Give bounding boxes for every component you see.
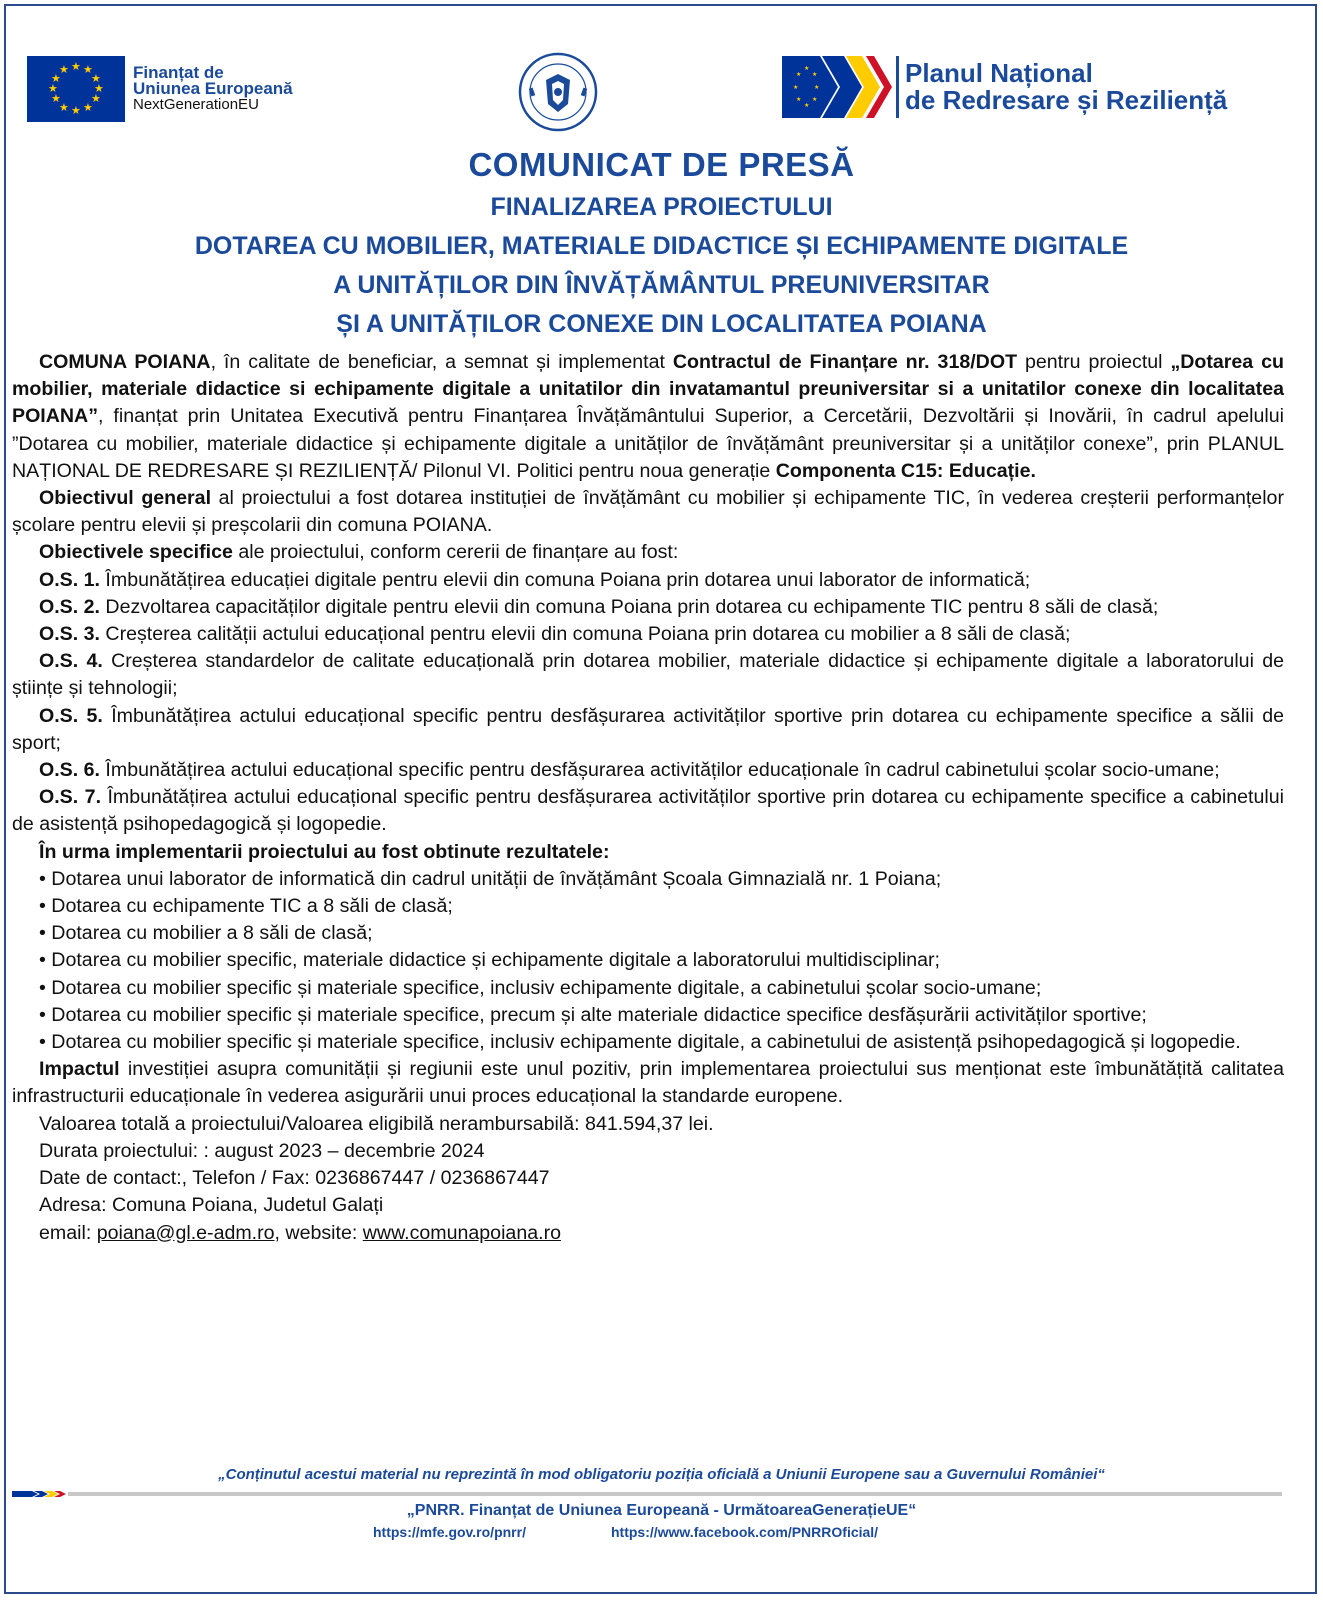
specific-objective-item	[12, 567, 1284, 594]
email-label: email:	[39, 1221, 97, 1244]
press-release-body	[12, 349, 1284, 1247]
os-label: O.S. 7.	[39, 786, 102, 809]
impact-text: investiției asupra comunității și regiunii este unul pozitiv, prin implementarea proiectului sus menționat este îmbunătățită calitatea infrastructurii educaționale în vederea asigurării unui proces educațional la standarde europene.	[12, 1058, 1284, 1108]
os-label: O.S. 6.	[39, 759, 100, 782]
contact-address: Adresa: Comuna Poiana, Judetul Galați	[39, 1194, 384, 1217]
pnrr-logo	[782, 56, 1227, 118]
intro-text-3: , finanțat prin Unitatea Executivă pentru Finanțarea Învățământului Superior, a Cercetării, Dezvoltării și Inovării, în cadrul apelului ”Dotarea cu mobilier, materiale didactice și echipamente digitale a unităților de învățământ preuniversitar și a unităților conexe”, prin PLANUL NAȚIONAL DE REDRESARE ȘI REZILIENȚĂ/ Pilonul VI. Politici pentru noua generație	[12, 405, 1284, 482]
general-objective-paragraph	[12, 485, 1284, 539]
specific-objective-item	[12, 757, 1284, 784]
beneficiary-name: COMUNA POIANA	[39, 351, 211, 373]
svg-text:★: ★	[814, 85, 820, 91]
contract-number: Contractul de Finanțare nr. 318/DOT	[672, 351, 1018, 373]
eu-flag-icon: ★ ★ ★ ★ ★ ★ ★ ★ ★ ★ ★ ★	[27, 56, 125, 122]
svg-text:★: ★	[804, 66, 810, 72]
svg-text:★: ★	[793, 85, 799, 91]
subtitle-line3: A UNITĂȚILOR DIN ÎNVĂȚĂMÂNTUL PREUNIVERSITAR	[333, 271, 990, 299]
os-text: Dezvoltarea capacităților digitale pentru elevii din comuna Poiana prin dotarea cu echipamente TIC pentru 8 săli de clasă;	[99, 595, 1159, 618]
svg-text:★: ★	[804, 103, 810, 109]
result-item: • Dotarea cu mobilier a 8 săli de clasă;	[39, 922, 373, 945]
footer-divider	[12, 1489, 1282, 1499]
intro-text-2: pentru proiectul	[1017, 351, 1171, 373]
specific-objective-item	[12, 594, 1284, 621]
os-label: O.S. 2.	[39, 595, 100, 618]
os-text: Creșterea calității actului educațional pentru elevii din comuna Poiana prin dotarea cu mobilier a 8 săli de clasă;	[99, 623, 1071, 646]
website-label: , website:	[274, 1221, 363, 1244]
subtitle-line1: FINALIZAREA PROIECTULUI	[490, 193, 833, 221]
os-label: O.S. 3.	[39, 623, 100, 646]
specific-objective-item	[12, 621, 1284, 648]
page-title: COMUNICAT DE PRESĂ	[468, 146, 855, 183]
general-objective-text: al proiectului a fost dotarea instituției de învățământ cu mobilier și echipamente TIC, în vederea creșterii performanțelor școlare pentru elevii și preșcolarii din comuna POIANA.	[12, 487, 1284, 537]
footer-link-facebook[interactable]: https://www.facebook.com/PNRROficial/	[611, 1524, 879, 1540]
svg-text:★: ★	[812, 97, 818, 103]
guvernul-romaniei-seal-icon	[518, 52, 598, 132]
footer-tagline: „PNRR. Finanțat de Uniunea Europeană - UrmătoareaGenerațieUE“	[406, 1502, 917, 1519]
result-item: • Dotarea cu mobilier specific și materiale specifice, inclusiv echipamente digitale, a cabinetului de asistență psihopedagogică și logopedie.	[39, 1031, 1241, 1054]
result-item: • Dotarea cu mobilier specific, materiale didactice și echipamente digitale a laboratorului multidisciplinar;	[39, 949, 940, 972]
eu-funding-logo	[27, 56, 293, 122]
project-duration: Durata proiectului: : august 2023 – decembrie 2024	[39, 1139, 485, 1162]
pnrr-logo-line2: de Redresare și Reziliență	[905, 85, 1228, 115]
specific-objective-item	[12, 703, 1284, 757]
result-item: • Dotarea unui laborator de informatică din cadrul unității de învățământ Școala Gimnazială nr. 1 Poiana;	[39, 867, 942, 890]
pnrr-logo-line1: Planul Național	[905, 58, 1093, 88]
disclaimer: „Conținutul acestui material nu reprezintă în mod obligatoriu poziția oficială a Uniunii Europene sau a Guvernului României“	[218, 1466, 1105, 1483]
general-objective-label: Obiectivul general	[39, 487, 212, 510]
subtitle-line4: ȘI A UNITĂȚILOR CONEXE DIN LOCALITATEA POIANA	[336, 310, 987, 338]
pnrr-divider	[896, 56, 899, 118]
component-name: Componenta C15: Educație.	[775, 459, 1036, 482]
impact-label: Impactul	[39, 1058, 120, 1081]
result-item: • Dotarea cu mobilier specific și materiale specifice, precum și alte materiale didactice specifice desfășurării activităților sportive;	[39, 1003, 1147, 1026]
results-heading-text: În urma implementarii proiectului au fost obtinute rezultatele:	[39, 840, 610, 863]
os-label: O.S. 4.	[39, 650, 103, 673]
email-link[interactable]: poiana@gl.e-adm.ro	[96, 1221, 275, 1244]
os-text: Îmbunătățirea actului educațional specific pentru desfășurarea activităților sportive prin dotarea cu echipamente specifice a sălii de sport;	[12, 704, 1284, 754]
subtitle-line2: DOTAREA CU MOBILIER, MATERIALE DIDACTICE ȘI ECHIPAMENTE DIGITALE	[194, 232, 1129, 260]
intro-text-1: , în calitate de beneficiar, a semnat și implementat	[210, 351, 673, 373]
os-text: Creșterea standardelor de calitate educațională prin dotarea mobilier, materiale didactice și echipamente digitale a laboratorului de științe și tehnologii;	[12, 650, 1284, 700]
specific-objective-item	[12, 648, 1284, 702]
specific-objective-item	[12, 784, 1284, 838]
contact-online	[12, 1220, 1284, 1247]
os-label: O.S. 5.	[39, 704, 103, 727]
svg-text:★: ★	[796, 72, 802, 78]
project-name: „Dotarea cu mobilier, materiale didactice si echipamente digitale a unitatilor din invatamantul preuniversitar si a unitatilor conexe din localitatea POIANA”	[12, 351, 1284, 428]
contact-phone: Date de contact:, Telefon / Fax: 0236867447 / 0236867447	[39, 1167, 550, 1190]
impact-paragraph	[12, 1056, 1284, 1110]
svg-text:★: ★	[796, 97, 802, 103]
eu-logo-line3: NextGenerationEU	[133, 96, 259, 113]
specific-objectives-paragraph	[12, 539, 1284, 566]
footer-link-mfe[interactable]: https://mfe.gov.ro/pnrr/	[373, 1524, 526, 1540]
intro-paragraph	[12, 349, 1284, 485]
specific-objectives-label: Obiectivele specifice	[39, 541, 233, 564]
eu-logo-line1: Finanțat de	[133, 63, 224, 82]
os-text: Îmbunătățirea educației digitale pentru elevii din comuna Poiana prin dotarea unui laborator de informatică;	[99, 568, 1031, 591]
specific-objectives-text: ale proiectului, conform cererii de finanțare au fost:	[232, 541, 679, 564]
results-heading	[12, 839, 1284, 866]
result-item: • Dotarea cu mobilier specific și materiale specifice, inclusiv echipamente digitale, a cabinetului școlar socio-umane;	[39, 976, 1042, 999]
eu-logo-line2: Uniunea Europeană	[133, 79, 293, 98]
os-label: O.S. 1.	[39, 568, 100, 591]
os-text: Îmbunătățirea actului educațional specific pentru desfășurarea activităților educaționale în cadrul cabinetului școlar socio-umane;	[99, 759, 1220, 782]
pnrr-arrows-icon	[782, 56, 892, 118]
svg-text:★: ★	[812, 72, 818, 78]
result-item: • Dotarea cu echipamente TIC a 8 săli de clasă;	[39, 895, 453, 918]
website-link[interactable]: www.comunapoiana.ro	[362, 1221, 561, 1244]
project-value: Valoarea totală a proiectului/Valoarea eligibilă nerambursabilă: 841.594,37 lei.	[39, 1112, 714, 1135]
os-text: Îmbunătățirea actului educațional specific pentru desfășurarea activităților sportive prin dotarea cu echipamente specifice a cabinetului de asistență psihopedagogică și logopedie.	[12, 786, 1284, 836]
